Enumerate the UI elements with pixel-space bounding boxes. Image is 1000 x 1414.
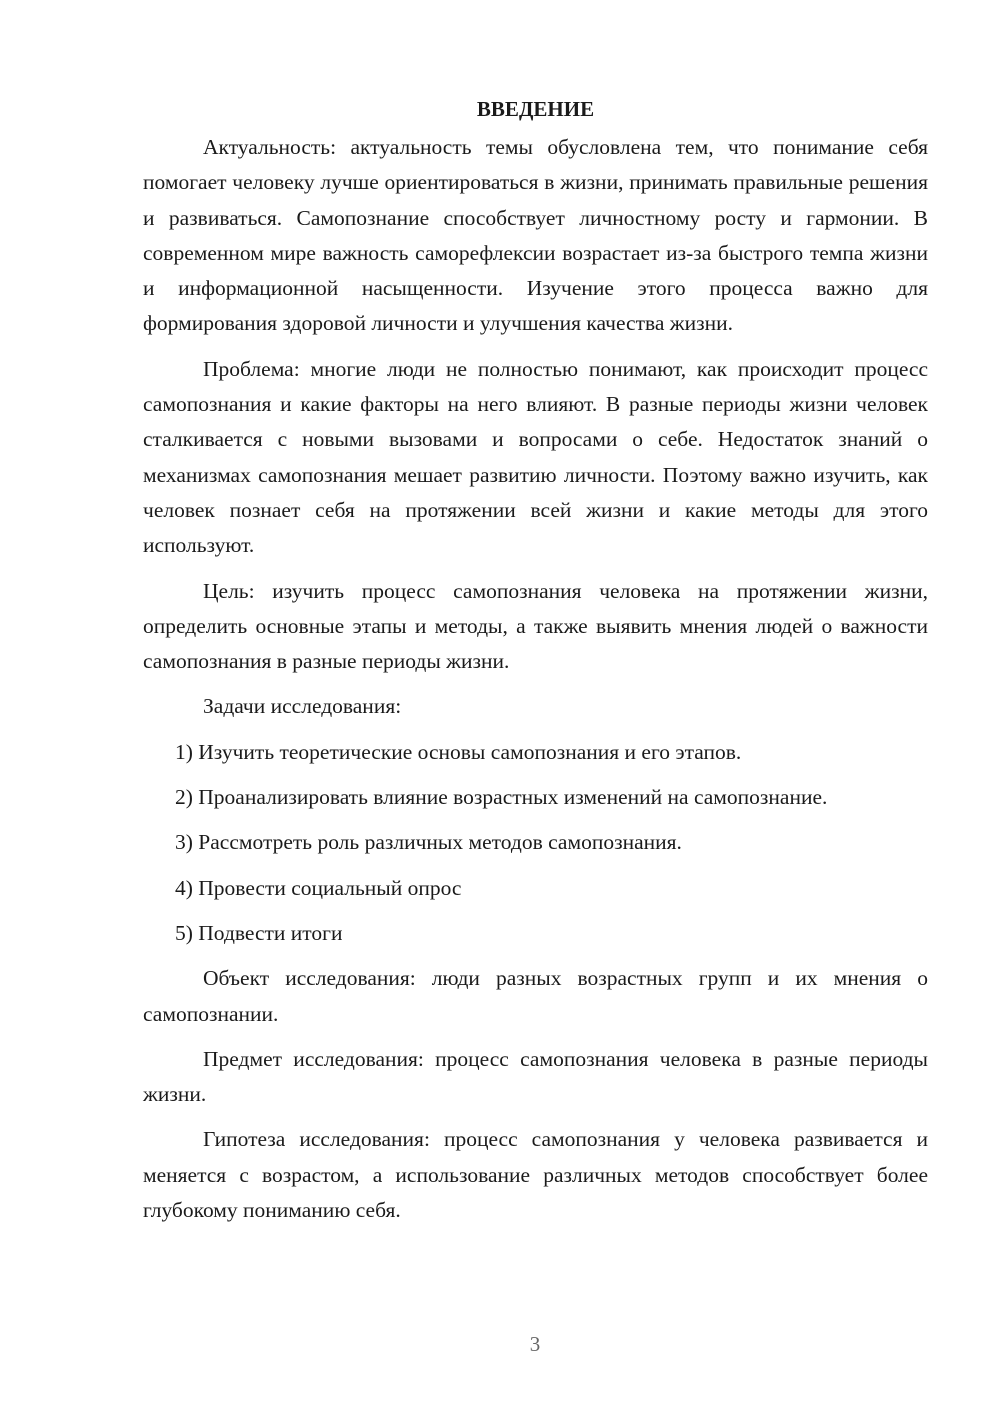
relevance-paragraph: Актуальность: актуальность темы обусловлена тем, что понимание себя помогает человеку лучше ориентироваться в жизни, принимать правильные решения и развиваться. Самопознание способствует личностному росту и гармонии. В современном мире важность саморефлексии возрастает из-за быстрого темпа жизни и информационной насыщенности. Изучение этого процесса важно для формирования здоровой личности и улучшения качества жизни. bbox=[143, 135, 928, 336]
object-paragraph: Объект исследования: люди разных возрастных групп и их мнения о самопознании. bbox=[143, 966, 928, 1026]
hypothesis-paragraph: Гипотеза исследования: процесс самопознания у человека развивается и меняется с возрастом, а использование различных методов способствует более глубокому пониманию себя. bbox=[143, 1127, 928, 1223]
page-title: ВВЕДЕНИЕ bbox=[476, 97, 595, 121]
task-item-3: 3) Рассмотреть роль различных методов самопознания. bbox=[175, 830, 682, 855]
problem-paragraph: Проблема: многие люди не полностью понимают, как происходит процесс самопознания и какие факторы на него влияют. В разные периоды жизни человек сталкивается с новыми вызовами и вопросами о себе. Недостаток знаний о механизмах самопознания мешает развитию личности. Поэтому важно изучить, как человек познает себя на протяжении всей жизни и какие методы для этого используют. bbox=[143, 356, 928, 558]
tasks-heading: Задачи исследования: bbox=[203, 694, 402, 719]
goal-paragraph: Цель: изучить процесс самопознания человека на протяжении жизни, определить основные этапы и методы, а также выявить мнения людей о важности самопознания в разные периоды жизни. bbox=[143, 578, 928, 674]
subject-paragraph: Предмет исследования: процесс самопознания человека в разные периоды жизни. bbox=[143, 1046, 928, 1107]
task-item-1: 1) Изучить теоретические основы самопознания и его этапов. bbox=[175, 739, 742, 764]
task-item-4: 4) Провести социальный опрос bbox=[175, 875, 462, 900]
task-item-5: 5) Подвести итоги bbox=[175, 920, 343, 945]
page-number: 3 bbox=[529, 1332, 541, 1356]
task-item-2: 2) Проанализировать влияние возрастных изменений на самопознание. bbox=[175, 785, 828, 810]
document-page bbox=[143, 92, 928, 1228]
